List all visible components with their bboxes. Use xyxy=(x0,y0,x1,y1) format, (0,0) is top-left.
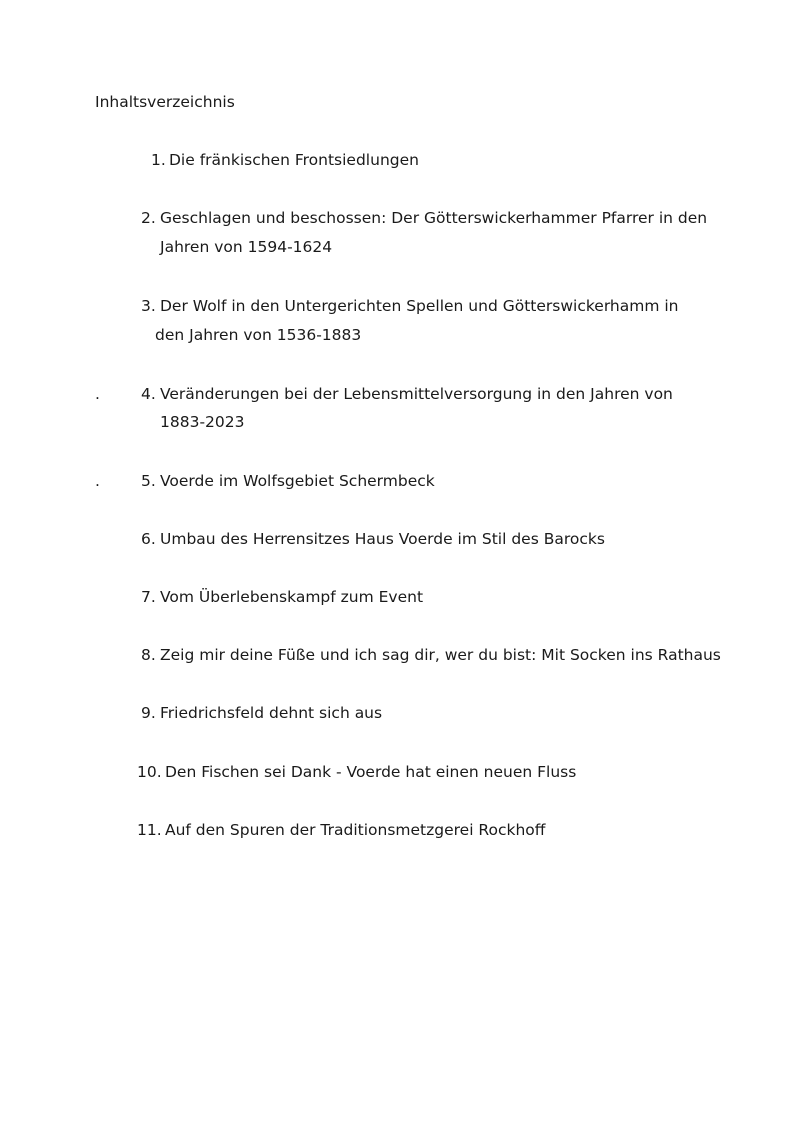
toc-entry-number: 8. xyxy=(141,646,156,664)
toc-entry-title: Den Fischen sei Dank - Voerde hat einen neuen Fluss xyxy=(165,763,577,781)
toc-entry-title: Geschlagen und beschossen: Der Götterswickerhammer Pfarrer in den xyxy=(160,209,708,227)
toc-entry-number: 11. xyxy=(137,821,162,839)
toc-entry-title: Veränderungen bei der Lebensmittelversorgung in den Jahren von xyxy=(160,385,673,403)
toc-entry-number: 1. xyxy=(151,151,166,169)
toc-entry-number: 9. xyxy=(141,704,156,722)
toc-heading: Inhaltsverzeichnis xyxy=(95,93,235,111)
toc-entry-title-continuation: den Jahren von 1536-1883 xyxy=(155,326,362,344)
toc-entry-number: 5. xyxy=(141,472,156,490)
toc-entry-title: Friedrichsfeld dehnt sich aus xyxy=(160,704,383,722)
toc-entry-title: Umbau des Herrensitzes Haus Voerde im Stil des Barocks xyxy=(160,530,605,548)
toc-entry-marker: . xyxy=(95,472,100,490)
toc-entry-number: 7. xyxy=(141,588,156,606)
toc-entry-marker: . xyxy=(95,385,100,403)
toc-entry-title-continuation: 1883-2023 xyxy=(160,413,245,431)
toc-entry-number: 2. xyxy=(141,209,156,227)
toc-entry-number: 10. xyxy=(137,763,162,781)
toc-entry-title: Zeig mir deine Füße und ich sag dir, wer du bist: Mit Socken ins Rathaus xyxy=(160,646,721,664)
toc-entry-number: 4. xyxy=(141,385,156,403)
toc-entry-number: 6. xyxy=(141,530,156,548)
toc-entry-number: 3. xyxy=(141,297,156,315)
toc-entry-title: Vom Überlebenskampf zum Event xyxy=(160,588,424,606)
toc-entry-title: Der Wolf in den Untergerichten Spellen und Götterswickerhamm in xyxy=(160,297,679,315)
toc-entry-title: Die fränkischen Frontsiedlungen xyxy=(169,151,419,169)
toc-entry-title-continuation: Jahren von 1594-1624 xyxy=(160,238,333,256)
toc-entry-title: Voerde im Wolfsgebiet Schermbeck xyxy=(160,472,435,490)
toc-entry-title: Auf den Spuren der Traditionsmetzgerei Rockhoff xyxy=(165,821,546,839)
